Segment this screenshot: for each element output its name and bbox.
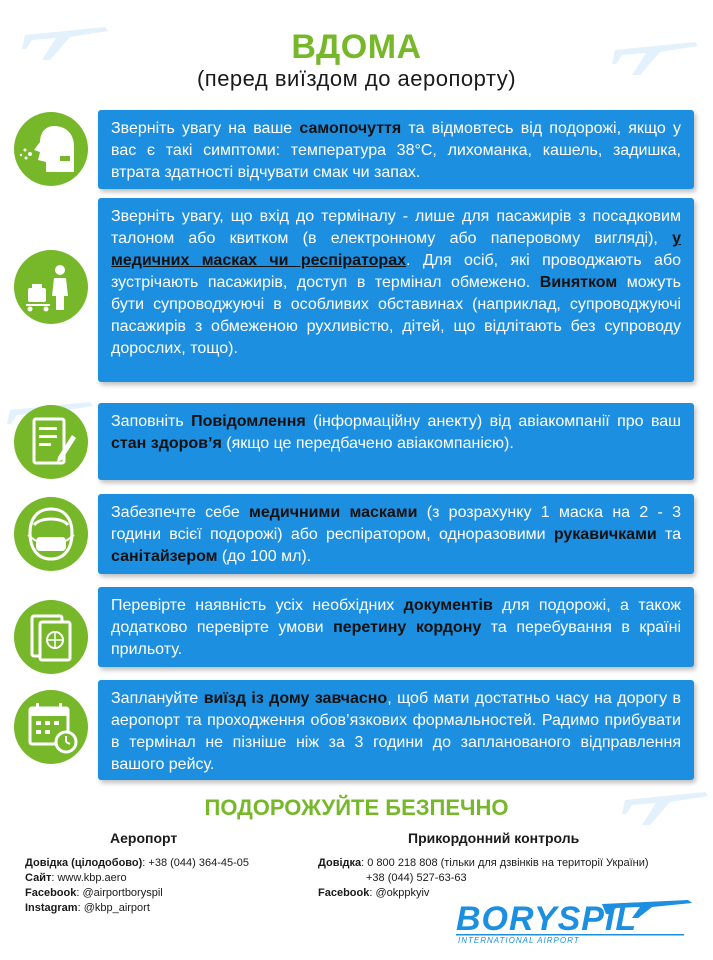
emphasis-text: самопочуття (299, 120, 402, 137)
logo-tagline: INTERNATIONAL AIRPORT (458, 936, 580, 945)
contact-value: : +38 (044) 364-45-05 (142, 857, 250, 869)
contact-line (318, 871, 649, 886)
card-text: . Для осіб, які проводжають або зустрічають пасажирів, доступ в термінал обмежено. (111, 252, 682, 291)
instagram-link[interactable]: : @kbp_airport (77, 902, 150, 914)
airport-heading: Аеропорт (110, 830, 178, 846)
emphasis-text: Винятком (539, 274, 618, 291)
face-mask-icon (14, 497, 88, 571)
card-text: (якщо це передбачено авіакомпанією). (221, 435, 514, 452)
emphasis-text: медичними масками (249, 504, 418, 521)
calendar-clock-icon (14, 690, 88, 764)
contact-label: Facebook (25, 887, 77, 899)
card-text: (з розрахунку 1 маска на 2 - 3 години всієї подорожі) або респіратором, одноразовими (111, 504, 681, 543)
emphasis-text: документів (403, 597, 493, 614)
emphasis-text: виїзд із дому завчасно (203, 690, 388, 707)
facebook-link[interactable]: : @airportboryspil (76, 887, 163, 899)
contact-label: Instagram (25, 902, 78, 914)
emphasis-text: санітайзером (111, 548, 218, 565)
contact-line (25, 871, 249, 886)
info-card-symptoms (98, 110, 694, 189)
contact-line (25, 886, 249, 901)
card-text: для подорожі, а також додатково перевірте умови (111, 597, 681, 636)
info-card-health-form (98, 403, 694, 480)
info-card-plan-departure (98, 680, 694, 780)
travel-safe-title: ПОДОРОЖУЙТЕ БЕЗПЕЧНО (204, 795, 509, 820)
card-text: Перевірте наявність усіх необхідних (111, 597, 404, 614)
card-text: Заплануйте (111, 690, 204, 707)
contact-label: Довідка (цілодобово) (25, 857, 143, 869)
boryspil-logo (452, 898, 702, 950)
card-text: Заповніть (111, 413, 192, 430)
info-card-documents (98, 587, 694, 667)
contact-label: Довідка (318, 857, 362, 869)
page-subtitle: (перед виїздом до аеропорту) (196, 66, 517, 91)
card-text: Зверніть увагу, що вхід до терміналу - лише для пасажирів з посадковим талоном або квитком (в електронному або паперовому вигляді), (111, 208, 681, 247)
emphasis-text: перетину кордону (333, 619, 482, 636)
info-card-terminal-access (98, 198, 694, 382)
card-text: можуть бути супроводжуючі в особливих обставинах (наприклад, супроводжуючі пасажирів з обмеженою рухливістю, дітей, що відлітають без супроводу дорослих, тощо). (111, 274, 681, 357)
passenger-luggage-icon (14, 250, 88, 324)
card-text: та перебування в країні прильоту. (111, 619, 681, 658)
card-text: (до 100 мл). (217, 548, 312, 565)
contact-value: +38 (044) 527-63-63 (366, 872, 467, 884)
emphasis-text: Повідомлення (191, 413, 306, 430)
card-text: Зверніть увагу на ваше (111, 120, 300, 137)
card-text: та відмовтесь від подорожі, якщо у вас є такі симптоми: температура 38°С, лихоманка, кашель, задишка, втрата здатності відчувати смак чи запах. (111, 120, 681, 181)
emphasis-text: рукавичками (553, 526, 657, 543)
logo-name: BORYSPIL (456, 900, 638, 938)
airport-contacts (25, 856, 249, 916)
border-control-heading: Прикордонний контроль (408, 830, 580, 846)
contact-line (25, 856, 249, 871)
website-link[interactable]: : www.kbp.aero (51, 872, 127, 884)
emphasis-text: у медичних масках чи респіраторах (111, 230, 681, 269)
sick-person-icon (14, 112, 88, 186)
page-title: ВДОМА (291, 28, 422, 66)
card-text: , щоб мати достатньо часу на дорогу в аеропорт та проходження обов’язкових формальностей. Радимо прибувати в термінал не пізніше ніж за 3 години до запланованого відправлення вашого рейсу. (111, 690, 681, 773)
border-control-contacts (318, 856, 649, 901)
emphasis-text: стан здоров’я (111, 435, 222, 452)
card-text: та (656, 526, 681, 543)
document-form-icon (14, 405, 88, 479)
passport-icon (14, 600, 88, 674)
contact-line (318, 856, 649, 871)
card-text: (інформаційну анекту) від авіакомпанії про ваш (305, 413, 682, 430)
facebook-link[interactable]: : @okppkyiv (369, 887, 430, 899)
info-card-masks (98, 494, 694, 574)
card-text: Забезпечте себе (111, 504, 249, 521)
contact-label: Facebook (318, 887, 370, 899)
contact-label: Сайт (25, 872, 52, 884)
contact-line (25, 901, 249, 916)
contact-value: : 0 800 218 808 (тільки для дзвінків на території України) (361, 857, 649, 869)
